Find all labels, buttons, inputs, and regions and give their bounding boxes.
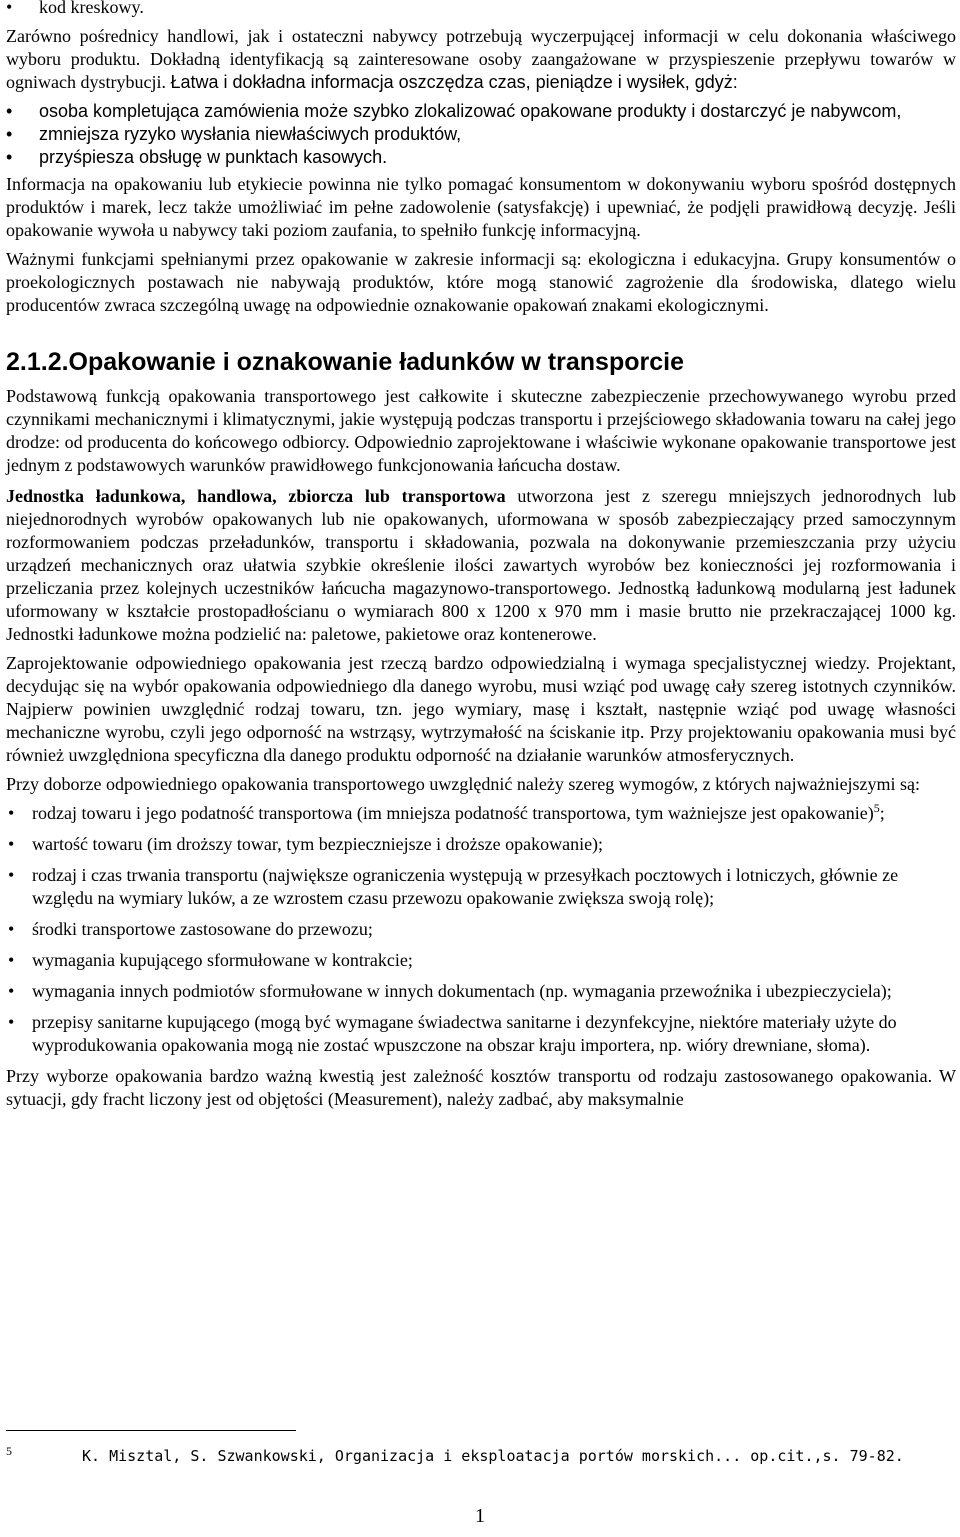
footnote-text: K. Misztal, S. Szwankowski, Organizacja i eksploatacja portów morskich... op.cit.,s. 79-82. bbox=[82, 1447, 904, 1465]
list-item-text: wartość towaru (im droższy towar, tym bezpieczniejsze i droższe opakowanie); bbox=[32, 834, 604, 854]
bullet-icon: • bbox=[6, 124, 13, 144]
list-item-text: rodzaj i czas trwania transportu (największe ograniczenia występują w przesyłkach pocztowych i lotniczych, głównie ze względu na wymiary luków, a ze wzrostem czasu przewozu opakowanie zwiększa swoją rolę); bbox=[32, 865, 899, 908]
list-item bbox=[6, 1011, 956, 1057]
bullet-icon: • bbox=[6, 101, 13, 121]
list-item bbox=[6, 949, 956, 972]
list-item-text: ; bbox=[879, 803, 885, 823]
list-item bbox=[6, 0, 956, 19]
list-item-text: kod kreskowy. bbox=[39, 0, 144, 17]
list-item bbox=[6, 123, 956, 146]
paragraph bbox=[6, 485, 956, 646]
list-item-text: rodzaj towaru i jego podatność transportowa (im mniejsza podatność transportowa, tym ważniejsze jest opakowanie) bbox=[32, 803, 874, 823]
bullet-icon: • bbox=[8, 919, 15, 939]
bullet-icon: • bbox=[8, 834, 15, 854]
list-item bbox=[6, 980, 956, 1003]
paragraph-text: Łatwa i dokładna informacja oszczędza czas, pieniądze i wysiłek, gdyż: bbox=[170, 72, 738, 92]
list-item-text: zmniejsza ryzyko wysłania niewłaściwych produktów, bbox=[39, 124, 462, 144]
list-item bbox=[6, 918, 956, 941]
paragraph: Przy doborze odpowiedniego opakowania transportowego uwzględnić należy szereg wymogów, z których najważniejszymi są: bbox=[6, 774, 921, 794]
paragraph: Zaprojektowanie odpowiedniego opakowania jest rzeczą bardzo odpowiedzialną i wymaga specjalistycznej wiedzy. Projektant, decydując się na wybór opakowania odpowiedniego dla danego wyrobu, musi wziąć pod uwagę cały szereg istotnych czynników. Najpierw powinien uwzględnić rodzaj towaru, tzn. jego wymiary, masę i kształt, następnie wziąć pod uwagę własności mechaniczne wyrobu, czyli jego odporność na wstrząsy, wytrzymałość na ściskanie itp. Przy projektowaniu opakowania musi być również uwzględniona specyficzna dla danego produktu odporność na działanie warunków atmosferycznych. bbox=[6, 653, 956, 765]
list-item bbox=[6, 833, 956, 856]
list-item bbox=[6, 146, 956, 169]
footnote-number: 5 bbox=[6, 1444, 12, 1458]
bullet-icon: • bbox=[8, 803, 15, 823]
footnote-divider bbox=[6, 1430, 296, 1431]
list-item-text: wymagania innych podmiotów sformułowane w innych dokumentach (np. wymagania przewoźnika i ubezpieczyciela); bbox=[32, 981, 892, 1001]
paragraph-text: Zarówno pośrednicy handlowi, jak i ostateczni nabywcy potrzebują wyczerpującej informacji w celu dokonania właściwego wyboru produktu. Dokładną identyfikacją są zainteresowane osoby zaangażowane w przyspieszenie przepływu towarów w ogniwach dystrybucji. bbox=[6, 26, 956, 92]
bullet-icon: • bbox=[6, 0, 13, 17]
document-page bbox=[6, 0, 956, 1111]
paragraph: Ważnymi funkcjami spełnianymi przez opakowanie w zakresie informacji są: ekologiczna i edukacyjna. Grupy konsumentów o proekologicznych postawach nie nabywają produktów, które mogą stanowić zagrożenie dla środowiska, dlatego wielu producentów zwraca szczególną uwagę na odpowiednie oznakowanie opakowań znakami ekologicznymi. bbox=[6, 249, 956, 315]
list-item-text: osoba kompletująca zamówienia może szybko zlokalizować opakowane produkty i dostarczyć je nabywcom, bbox=[39, 101, 902, 121]
bullet-icon: • bbox=[6, 147, 13, 167]
requirements-list bbox=[6, 802, 956, 1057]
bullet-icon: • bbox=[8, 950, 15, 970]
bullet-list bbox=[6, 100, 956, 169]
list-item bbox=[6, 864, 956, 910]
bold-term: Jednostka ładunkowa, handlowa, zbiorcza lub transportowa bbox=[6, 486, 506, 506]
list-item-text: przepisy sanitarne kupującego (mogą być wymagane świadectwa sanitarne i dezynfekcyjne, niektóre materiały użyte do wyprodukowania opakowania mogą nie zostać wpuszczone na obszar kraju importera, np. wióry drewniane, słoma). bbox=[32, 1012, 897, 1055]
list-item-text: przyśpiesza obsługę w punktach kasowych. bbox=[39, 147, 388, 167]
paragraph: Podstawową funkcją opakowania transportowego jest całkowite i skuteczne zabezpieczenie przechowywanego wyrobu przed czynnikami mechanicznymi i klimatycznymi, jakie występują podczas transportu i przejściowego składowania towaru na całej jego drodze: od producenta do końcowego odbiorcy. Odpowiednio zaprojektowane i właściwie wykonane opakowanie transportowe jest jednym z podstawowych warunków prawidłowego funkcjonowania łańcucha dostaw. bbox=[6, 386, 956, 475]
footnote-ref[interactable]: 5 bbox=[873, 801, 880, 815]
bullet-icon: • bbox=[8, 865, 15, 885]
paragraph bbox=[6, 25, 956, 94]
section-heading: 2.1.2.Opakowanie i oznakowanie ładunków w transporcie bbox=[6, 348, 684, 376]
page-number: 1 bbox=[475, 1505, 485, 1527]
paragraph: Informacja na opakowaniu lub etykiecie powinna nie tylko pomagać konsumentom w dokonywaniu wyboru spośród dostępnych produktów i marek, lecz także umożliwiać im pełne zadowolenie (satysfakcję) i upewniać, że podjęli prawidłową decyzję. Jeśli opakowanie wywoła u nabywcy taki poziom zaufania, to spełniło funkcję informacyjną. bbox=[6, 174, 956, 240]
list-item bbox=[6, 802, 956, 825]
list-item-text: środki transportowe zastosowane do przewozu; bbox=[32, 919, 373, 939]
bullet-icon: • bbox=[8, 981, 15, 1001]
paragraph-text: utworzona jest z szeregu mniejszych jednorodnych lub niejednorodnych wyrobów opakowanych lub nie opakowanych, uformowana w sposób zabezpieczający przed samoczynnym rozformowaniem podczas przeładunków, transportu i składowania, pozwala na dokonywanie przemieszczania przy użyciu urządzeń mechanicznych oraz ułatwia szybkie określenie ilości zawartych wyrobów bez konieczności jej rozformowania i przeliczania przez kolejnych uczestników łańcucha magazynowo-transportowego. Jednostką ładunkową modularną jest ładunek uformowany w kształcie prostopadłościanu o wymiarach 800 x 1200 x 970 mm i masie brutto nie przekraczającej 1000 kg. Jednostki ładunkowe można podzielić na: paletowe, pakietowe oraz kontenerowe. bbox=[6, 486, 956, 644]
list-item-text: wymagania kupującego sformułowane w kontrakcie; bbox=[32, 950, 413, 970]
paragraph: Przy wyborze opakowania bardzo ważną kwestią jest zależność kosztów transportu od rodzaju zastosowanego opakowania. W sytuacji, gdy fracht liczony jest od objętości (Measurement), należy zadbać, aby maksymalnie bbox=[6, 1066, 956, 1109]
list-item bbox=[6, 100, 956, 123]
bullet-icon: • bbox=[8, 1012, 15, 1032]
